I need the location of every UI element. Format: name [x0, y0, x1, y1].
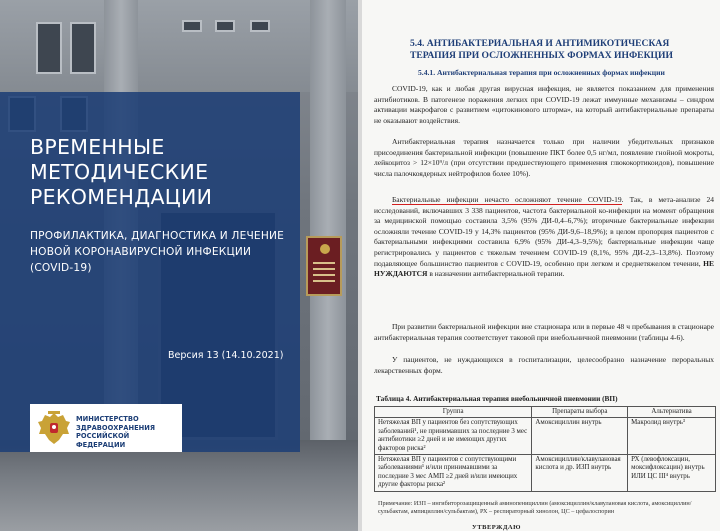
ministry-wall-plaque [306, 236, 342, 296]
building-column [310, 0, 346, 440]
russian-eagle-emblem-icon [37, 410, 71, 446]
table-row [375, 418, 716, 455]
emphasis-text: НЕ НУЖДАЮТСЯ [374, 258, 714, 279]
paragraph-4: При развитии бактериальной инфекции вне стационара или в первые 48 ч пребывания в стационаре антибактериальная терапия соответствует таковой при внебольничной пневмонии (таблицы 4-6). [374, 322, 714, 342]
approval-stamp-text: УТВЕРЖДАЮ [472, 524, 521, 531]
cover-image [0, 0, 358, 531]
building-window [250, 20, 270, 32]
section-title: 5.4. АНТИБАКТЕРИАЛЬНАЯ И АНТИМИКОТИЧЕСКАЯ ТЕРАПИЯ ПРИ ОСЛОЖНЕННЫХ ФОРМАХ ИНФЕКЦИИ [410, 38, 673, 61]
table-header: Альтернатива [628, 407, 716, 418]
table-header: Группа [375, 407, 532, 418]
subsection-title: 5.4.1. Антибактериальная терапия при осложненных формах инфекции [418, 68, 665, 77]
ministry-name: МИНИСТЕРСТВО ЗДРАВООХРАНЕНИЯ РОССИЙСКОЙ ФЕДЕРАЦИИ [76, 415, 155, 449]
cover-title: ВРЕМЕННЫЕ МЕТОДИЧЕСКИЕ РЕКОМЕНДАЦИИ [30, 135, 213, 209]
cover-version: Версия 13 (14.10.2021) [168, 350, 284, 361]
paragraph-1: COVID-19, как и любая другая вирусная инфекция, не является показанием для применения антибиотиков. В патогенезе поражения легких при COVID-19 лежат иммунные механизмы – синдром активации макрофагов с развитием «цитокинового шторма», на который антибактериальные препараты не оказывают воздействия. [374, 84, 714, 125]
table-cell: РХ (левофлоксацин, моксифлоксацин) внутрь ИЛИ ЦС III⁴ внутрь [628, 455, 716, 492]
highlighted-sentence: Бактериальные инфекции нечасто осложняют течение COVID-19 [392, 195, 622, 204]
building-window [70, 22, 96, 74]
building-window [182, 20, 202, 32]
table-header-row [375, 407, 716, 418]
paragraph-2: Антибактериальная терапия назначается только при наличии убедительных признаков присоединения бактериальной инфекции (повышение ПКТ более 0,5 нг/мл, появление гнойной мокроты, лейкоцитоз > 12×10⁹/л (при отсутствии предшествующего применения глюкокортикоидов), повышение числа палочкоядерных нейтрофилов более 10%). [374, 137, 714, 178]
document-page [362, 0, 720, 531]
cover-subtitle: ПРОФИЛАКТИКА, ДИАГНОСТИКА И ЛЕЧЕНИЕ НОВОЙ КОРОНАВИРУСНОЙ ИНФЕКЦИИ (COVID-19) [30, 230, 285, 274]
table-row [375, 455, 716, 492]
paragraph-5: У пациентов, не нуждающихся в госпитализации, целесообразно назначение пероральных лекарственных форм. [374, 355, 714, 375]
table-title: Таблица 4. Антибактериальная терапия внебольничной пневмонии (ВП) [376, 394, 618, 403]
table-cell: Нетяжелая ВП у пациентов с сопутствующими заболеваниями¹ и/или принимавшими за последние 3 мес АМП ≥2 дней и/или имеющих другие факторы риска² [375, 455, 532, 492]
street-steps [0, 440, 358, 531]
paragraph-3: Бактериальные инфекции нечасто осложняют течение COVID-19. Так, в мета-анализе 24 исследований, включавших 3 338 пациентов, частота бактериальной ко-инфекции на момент обращения за медицинской помощью составила 3,5% (95% ДИ-0,4–6,7%); вторичные бактериальные инфекции осложняли течение COVID-19 у 14,3% пациентов (95% ДИ-9,6–18,9%); в целом пропорция пациентов с бактериальными инфекциями составила 6,9% (95% ДИ-4,3–9,5%); бактериальные инфекции чаще регистрировались у пациентов с тяжелым течением COVID-19 (8,1%, 95% ДИ-2,3–13,8%). Поэтому подавляющее большинство пациентов с COVID-19, особенно при легком и среднетяжелом течении, НЕ НУЖДАЮТСЯ в назначении антибактериальной терапии. [374, 195, 714, 279]
pneumonia-therapy-table [374, 406, 716, 492]
table-cell: Макролид внутрь³ [628, 418, 716, 455]
building-window [36, 22, 62, 74]
table-cell: Нетяжелая ВП у пациентов без сопутствующих заболеваний¹, не принимавших за последние 3 мес антибиотики ≥2 дней и не имеющих других факторов риска² [375, 418, 532, 455]
table-note: Примечание: ИЗП – ингибиторозащищенный аминопенициллин (амоксициллин/клавулановая кислота, амоксициллин/сульбактам, ампициллин/сульбактам), РХ – респираторный хинолон, ЦС – цефалоспорин [378, 500, 692, 515]
table-cell: Амоксициллин внутрь [532, 418, 628, 455]
table-header: Препараты выбора [532, 407, 628, 418]
table-cell: Амоксициллин/клавулановая кислота и др. ИЗП внутрь [532, 455, 628, 492]
building-window [215, 20, 235, 32]
ministry-logo-box [30, 404, 182, 452]
